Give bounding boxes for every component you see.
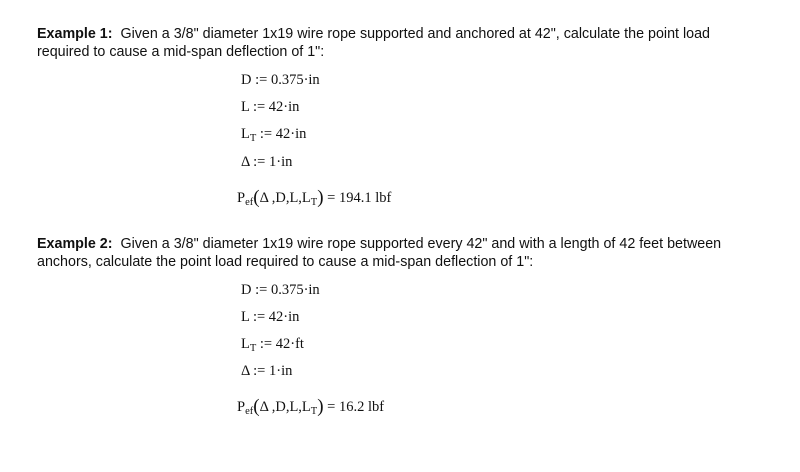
example-text-line1: Given a 3/8" diameter 1x19 wire rope supported every 42" and with a length of 42 feet between [120, 236, 722, 252]
example-text-line2: required to cause a mid-span deflection of 1": [37, 44, 325, 60]
result-equation: $P_{ef}(\Delta$ $,D,L,L_T) = 194.1$ lbf [237, 187, 392, 208]
example-2-heading [37, 235, 777, 271]
equation-delta: Δ := 1·in [241, 363, 293, 379]
example-text-line1: Given a 3/8" diameter 1x19 wire rope supported and anchored at 42", calculate the point load [120, 26, 711, 42]
example-text-line2: anchors, calculate the point load required to cause a mid-span deflection of 1": [37, 254, 534, 270]
example-1-heading [37, 25, 777, 61]
equation-d: D := 0.375·in [241, 72, 320, 88]
equation-l: L := 42·in [241, 309, 300, 325]
equation-lt: $L_T$ := 42·ft [241, 336, 304, 354]
result-value: 16.2 lbf [338, 399, 385, 415]
example-label: Example 1: [37, 26, 113, 42]
equation-delta: Δ := 1·in [241, 154, 293, 170]
equation-l: L := 42·in [241, 99, 300, 115]
result-value: 194.1 lbf [338, 190, 392, 206]
equation-lt: $L_T$ := 42·in [241, 126, 307, 144]
result-equation: $P_{ef}(\Delta$ $,D,L,L_T) = 16.2$ lbf [237, 396, 385, 417]
equation-d: D := 0.375·in [241, 282, 320, 298]
example-label: Example 2: [37, 236, 113, 252]
